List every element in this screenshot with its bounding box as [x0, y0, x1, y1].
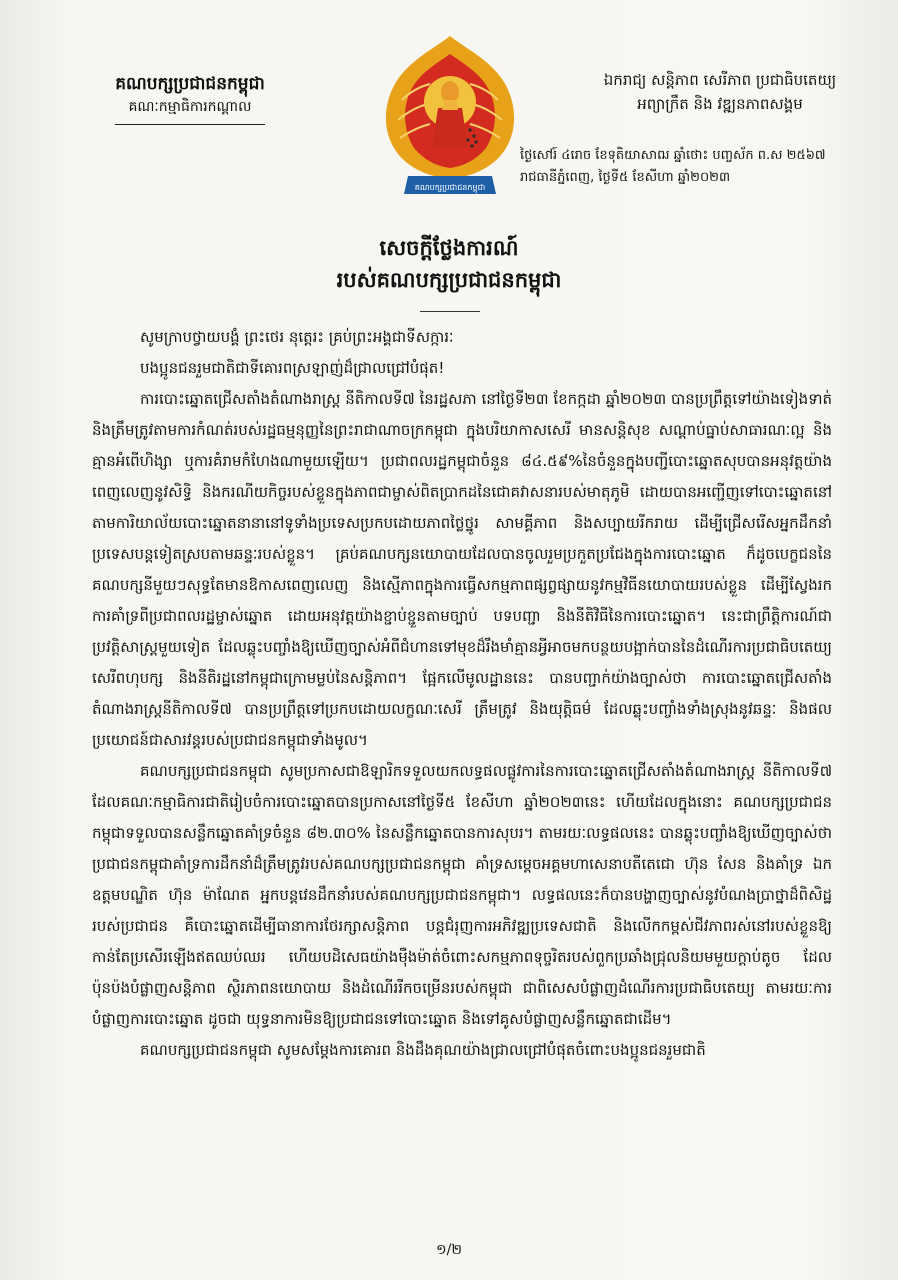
salutation-line1: សូមក្រាបថ្វាយបង្គំ ព្រះថេរ នុត្តេរះ គ្រប់ព្រះអង្គជាទីសក្ការៈ [140, 328, 454, 346]
lunar-date: ថ្ងៃសៅរ៍ ៤រោច ខែទុតិយាសាឍ ឆ្នាំថោះ បញ្ចស័ក ព.ស ២៥៦៧ [520, 148, 826, 163]
date-block [520, 145, 870, 189]
page-number: ១/២ [436, 1242, 462, 1258]
statement-body [92, 322, 832, 1066]
party-header [70, 72, 310, 125]
document-title: សេចក្តីថ្លែងការណ៍ [379, 236, 519, 260]
solar-date: រាជធានីភ្នំពេញ, ថ្ងៃទី៥ ខែសីហា ឆ្នាំ២០២៣ [520, 170, 731, 185]
logo-banner-text: គណបក្សប្រជាជនកម្ពុជា [414, 183, 486, 192]
title-divider [420, 311, 480, 312]
paragraph: គណបក្សប្រជាជនកម្ពុជា សូមសម្តែងការគោរព និងដឹងគុណយ៉ាងជ្រាលជ្រៅបំផុតចំពោះបងប្អូនជនរួមជាតិ [140, 1041, 706, 1059]
paragraph: គណបក្សប្រជាជនកម្ពុជា សូមប្រកាសជាឱឡារិកទទួលយកលទ្ធផលផ្លូវការនៃការបោះឆ្នោតជ្រើសតាំងតំណាងរាស្ត្រ នីតិកាលទី៧ ដែលគណៈកម្មាធិការជាតិរៀបចំការបោះឆ្នោតបានប្រកាសនៅថ្ងៃទី៥ ខែសីហា ឆ្នាំ២០២៣នេះ ហើយដែលក្នុងនោះ គណបក្សប្រជាជនកម្ពុជាទទួលបានសន្លឹកឆ្នោតគាំទ្រចំនួន ៨២.៣០% នៃសន្លឹកឆ្នោតបានការសុបរ។ តាមរយៈលទ្ធផលនេះ បានឆ្លុះបញ្ចាំងឱ្យឃើញច្បាស់ថាប្រជាជនកម្ពុជាគាំទ្រការដឹកនាំដ៏ត្រឹមត្រូវរបស់គណបក្សប្រជាជនកម្ពុជា គាំទ្រសម្តេចអគ្គមហាសេនាបតីតេជោ ហ៊ុន សែន និងគាំទ្រ ឯកឧត្តមបណ្ឌិត ហ៊ុន ម៉ាណែត អ្នកបន្តវេនដឹកនាំរបស់គណបក្សប្រជាជនកម្ពុជា។ លទ្ធផលនេះក៏បានបង្ហាញច្បាស់នូវបំណងប្រាថ្នាដ៏ពិសិដ្ឋរបស់ប្រជាជន គឺបោះឆ្នោតដើម្បីធានាការថែរក្សាសន្តិភាព បន្តជំរុញការអភិវឌ្ឍប្រទេសជាតិ និងលើកកម្ពស់ជីវភាពរស់នៅរបស់ខ្លួនឱ្យកាន់តែប្រសើរឡើងឥតឈប់ឈរ ហើយបដិសេធយ៉ាងម៉ឺងម៉ាត់ចំពោះសកម្មភាពទុច្ចរិតរបស់ពួកប្រឆាំងជ្រុលនិយមមួយក្តាប់តូច ដែលប៉ុនប៉ងបំផ្លាញសន្តិភាព ស្ថិរភាពនយោបាយ និងដំណើររីកចម្រើនរបស់កម្ពុជា ជាពិសេសបំផ្លាញដំណើរការប្រជាធិបតេយ្យ តាមរយៈការបំផ្លាញការបោះឆ្នោត ដូចជា យុទ្ធនាការមិនឱ្យប្រជាជនទៅបោះឆ្នោត និងទៅគូសបំផ្លាញសន្លឹកឆ្នោតជាដើម។ [92, 762, 832, 1028]
motto-line1: ឯករាជ្យ សន្តិភាព សេរីភាព ប្រជាធិបតេយ្យ [603, 71, 837, 89]
party-name: គណបក្សប្រជាជនកម្ពុជា [115, 74, 265, 94]
paragraph: ការបោះឆ្នោតជ្រើសតាំងតំណាងរាស្ត្រ នីតិកាលទី៧ នៃរដ្ឋសភា នៅថ្ងៃទី២៣ ខែកក្កដា ឆ្នាំ២០២៣ បានប្រព្រឹត្តទៅយ៉ាងទៀងទាត់ និងត្រឹមត្រូវតាមការកំណត់របស់រដ្ឋធម្មនុញ្ញនៃព្រះរាជាណាចក្រកម្ពុជា ក្នុងបរិយាកាសសេរី មានសន្តិសុខ សណ្តាប់ធ្នាប់សាធារណៈល្អ និងគ្មានអំពើហិង្សា ឬការគំរាមកំហែងណាមួយឡើយ។ ប្រជាពលរដ្ឋកម្ពុជាចំនួន ៨៤.៥៩%នៃចំនួនក្នុងបញ្ជីបោះឆ្នោតសុបបានអនុវត្តយ៉ាងពេញលេញនូវសិទ្ធិ និងករណីយកិច្ចរបស់ខ្លួនក្នុងភាពជាម្ចាស់ពិតប្រាកដនៃជោគវាសនារបស់មាតុភូមិ ដោយបានអញ្ជើញទៅបោះឆ្នោតនៅតាមការិយាល័យបោះឆ្នោតនានានៅទូទាំងប្រទេសប្រកបដោយភាពថ្លៃថ្នូរ សាមគ្គីភាព និងសប្បាយរីករាយ ដើម្បីជ្រើសរើសអ្នកដឹកនាំប្រទេសបន្តទៀតស្របតាមឆន្ទៈរបស់ខ្លួន។ គ្រប់គណបក្សនយោបាយដែលបានចូលរួមប្រកួតប្រជែងក្នុងការបោះឆ្នោត ក៏ដូចបេក្ខជននៃគណបក្សនីមួយៗសុទ្ធតែមានឱកាសពេញលេញ និងស្មើភាពក្នុងការធ្វើសកម្មភាពផ្សព្វផ្សាយនូវកម្មវិធីនយោបាយរបស់ខ្លួន ដើម្បីស្វែងរកការគាំទ្រពីប្រជាពលរដ្ឋម្ចាស់ឆ្នោត ដោយអនុវត្តយ៉ាងខ្ជាប់ខ្ជួនតាមច្បាប់ បទបញ្ជា និងនីតិវិធីនៃការបោះឆ្នោត។ នេះជាព្រឹត្តិការណ៍ជាប្រវត្តិសាស្ត្រមួយទៀត ដែលឆ្លុះបញ្ចាំងឱ្យឃើញច្បាស់អំពីជំហានទៅមុខដ៏រឹងមាំគ្មានអ្វីអាចមកបន្ថយបង្អាក់បាននៃដំណើរការប្រជាធិបតេយ្យសេរីពហុបក្ស និងនីតិរដ្ឋនៅកម្ពុជាក្រោមម្លប់នៃសន្តិភាព។ ផ្អែកលើមូលដ្ឋាននេះ បានបញ្ជាក់យ៉ាងច្បាស់ថា ការបោះឆ្នោតជ្រើសតាំងតំណាងរាស្ត្រនីតិកាលទី៧ បានប្រព្រឹត្តទៅប្រកបដោយលក្ខណៈសេរី ត្រឹមត្រូវ និងយុត្តិធម៌ ដែលឆ្លុះបញ្ចាំងទាំងស្រុងនូវឆន្ទៈ និងផលប្រយោជន៍ជាសារវន្តរបស់ប្រជាជនកម្ពុជាទាំងមូល។ [92, 390, 832, 749]
document-subtitle: របស់គណបក្សប្រជាជនកម្ពុជា [336, 268, 562, 292]
party-logo [372, 30, 528, 206]
motto-header [560, 68, 880, 116]
header-divider [115, 124, 265, 125]
committee-name: គណៈកម្មាធិការកណ្តាល [128, 99, 252, 115]
motto-line2: អព្យាក្រឹត និង វឌ្ឍនភាពសង្គម [637, 95, 803, 113]
salutation-line2: បងប្អូនជនរួមជាតិជាទីគោរពស្រឡាញ់ដ៏ជ្រាលជ្រៅបំផុត! [140, 359, 445, 377]
